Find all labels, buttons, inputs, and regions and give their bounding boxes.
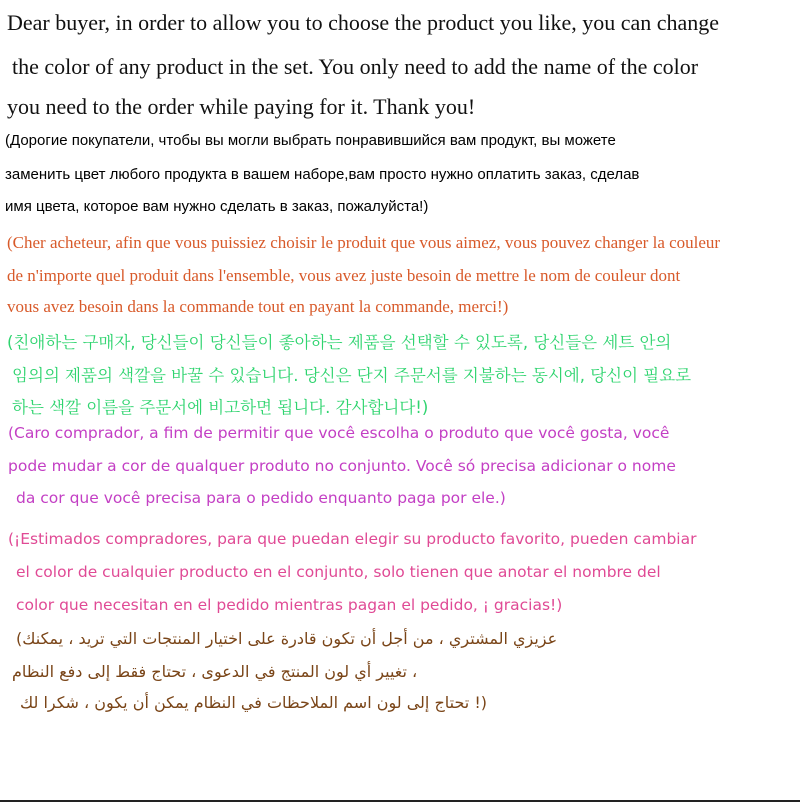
russian-line-3: имя цвета, которое вам нужно сделать в заказ, пожалуйста!) [5, 198, 429, 215]
russian-line-2: заменить цвет любого продукта в вашем наборе,вам просто нужно оплатить заказ, сделав [5, 166, 640, 183]
arabic-line-1: (عزيزي المشتري ، من أجل أن تكون قادرة على اختيار المنتجات التي تريد ، يمكنك [16, 629, 558, 648]
french-line-1: (Cher acheteur, afin que vous puissiez choisir le produit que vous aimez, vous pouvez changer la couleur [7, 233, 721, 252]
portuguese-line-3: da cor que você precisa para o pedido enquanto paga por ele.) [16, 489, 506, 507]
english-line-3: you need to the order while paying for it. Thank you! [7, 94, 476, 119]
arabic-line-3: تحتاج إلى لون اسم الملاحظات في النظام يمكن أن يكون ، شكرا لك !) [20, 693, 488, 712]
portuguese-line-2: pode mudar a cor de qualquer produto no conjunto. Você só precisa adicionar o nome [8, 457, 676, 475]
arabic-line-2: تغيير أي لون المنتج في الدعوى ، تحتاج فقط إلى دفع النظام ، [12, 662, 418, 681]
portuguese-line-1: (Caro comprador, a fim de permitir que você escolha o produto que você gosta, você [8, 424, 670, 442]
french-line-2: de n'importe quel produit dans l'ensemble, vous avez juste besoin de mettre le nom de couleur dont [7, 266, 681, 285]
russian-line-1: (Дорогие покупатели, чтобы вы могли выбрать понравившийся вам продукт, вы можете [5, 132, 616, 149]
english-line-1: Dear buyer, in order to allow you to choose the product you like, you can change [7, 10, 720, 35]
korean-line-3: 하는 색깔 이름을 주문서에 비고하면 됩니다. 감사합니다!) [12, 398, 429, 417]
spanish-line-2: el color de cualquier producto en el conjunto, solo tienen que anotar el nombre del [16, 563, 661, 581]
english-line-2: the color of any product in the set. You only need to add the name of the color [12, 54, 699, 79]
korean-line-1: (친애하는 구매자, 당신들이 당신들이 좋아하는 제품을 선택할 수 있도록, 당신들은 세트 안의 [7, 333, 672, 352]
korean-line-2: 임의의 제품의 색깔을 바꿀 수 있습니다. 당신은 단지 주문서를 지불하는 동시에, 당신이 필요로 [12, 366, 692, 385]
spanish-line-3: color que necesitan en el pedido mientras pagan el pedido, ¡ gracias!) [16, 596, 563, 614]
spanish-line-1: (¡Estimados compradores, para que puedan elegir su producto favorito, pueden cambiar [8, 530, 697, 548]
french-line-3: vous avez besoin dans la commande tout en payant la commande, merci!) [7, 297, 509, 316]
